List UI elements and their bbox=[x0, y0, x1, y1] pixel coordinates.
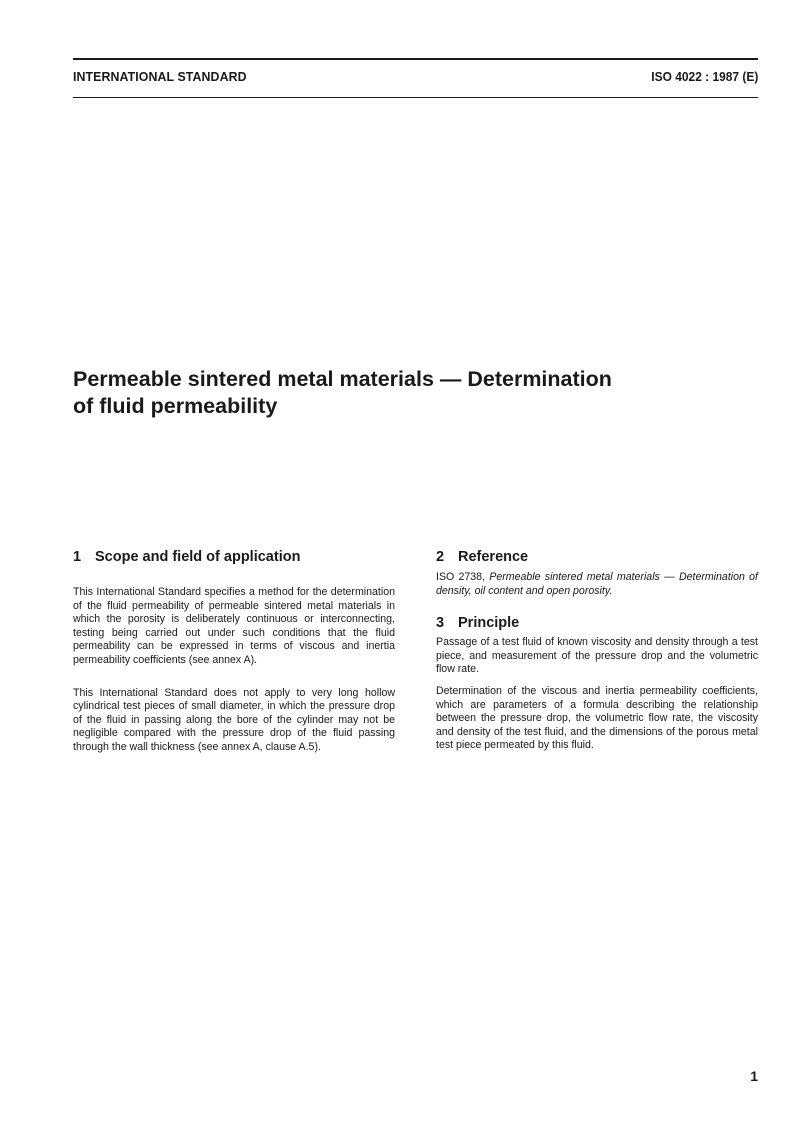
section-2-heading bbox=[436, 548, 758, 566]
section-1-title: Scope and field of application bbox=[95, 549, 301, 565]
section-3-heading bbox=[436, 614, 758, 632]
section-1-number: 1 bbox=[73, 549, 82, 565]
section-2-number: 2 bbox=[436, 549, 445, 565]
standard-number: ISO 4022 : 1987 (E) bbox=[650, 69, 758, 84]
reference-standard: ISO 2738, bbox=[436, 571, 486, 583]
document-type-label: INTERNATIONAL STANDARD bbox=[73, 69, 247, 84]
scope-paragraph-2: This International Standard does not apply to very long hollow cylindrical test pieces of small diameter, in which the pressure drop of the fluid in passing along the bore of the cylinder may not be negligible compared with the pressure drop of the fluid passing through the wall thickness (see annex A, clause A.5). bbox=[73, 686, 395, 753]
title-line-2: of fluid permeability bbox=[73, 394, 278, 418]
principle-paragraph-1: Passage of a test fluid of known viscosity and density through a test piece, and measurement of the pressure drop and the volumetric flow rate. bbox=[436, 636, 758, 676]
header-top-rule bbox=[73, 58, 758, 60]
section-1-heading bbox=[73, 548, 395, 566]
reference-title: Permeable sintered metal materials — Determination of density, oil content and open porosity. bbox=[436, 571, 758, 597]
page-number: 1 bbox=[750, 1068, 758, 1084]
right-column bbox=[436, 548, 758, 753]
section-3-title: Principle bbox=[458, 615, 520, 632]
title-line-1: Permeable sintered metal materials — Determination bbox=[73, 367, 612, 391]
header-bottom-rule bbox=[73, 97, 758, 98]
document-title bbox=[73, 366, 753, 420]
reference-paragraph bbox=[436, 571, 758, 598]
principle-paragraph-2: Determination of the viscous and inertia permeability coefficients, which are parameters of a formula describing the relationship between the pressure drop, the volumetric flow rate, the viscosity and density of the test fluid, and the dimensions of the porous metal test piece permeated by this fluid. bbox=[436, 684, 758, 752]
section-2-title: Reference bbox=[458, 549, 529, 565]
section-3-number: 3 bbox=[436, 615, 445, 632]
scope-paragraph-1: This International Standard specifies a method for the determination of the fluid permeability of permeable sintered metal materials in which the porosity is deliberately continuous or interconnecting, testing being carried out under such conditions that the fluid permeability can be expressed in terms of viscous and inertia permeability coefficients (see annex A). bbox=[73, 586, 395, 666]
left-column bbox=[73, 548, 395, 755]
